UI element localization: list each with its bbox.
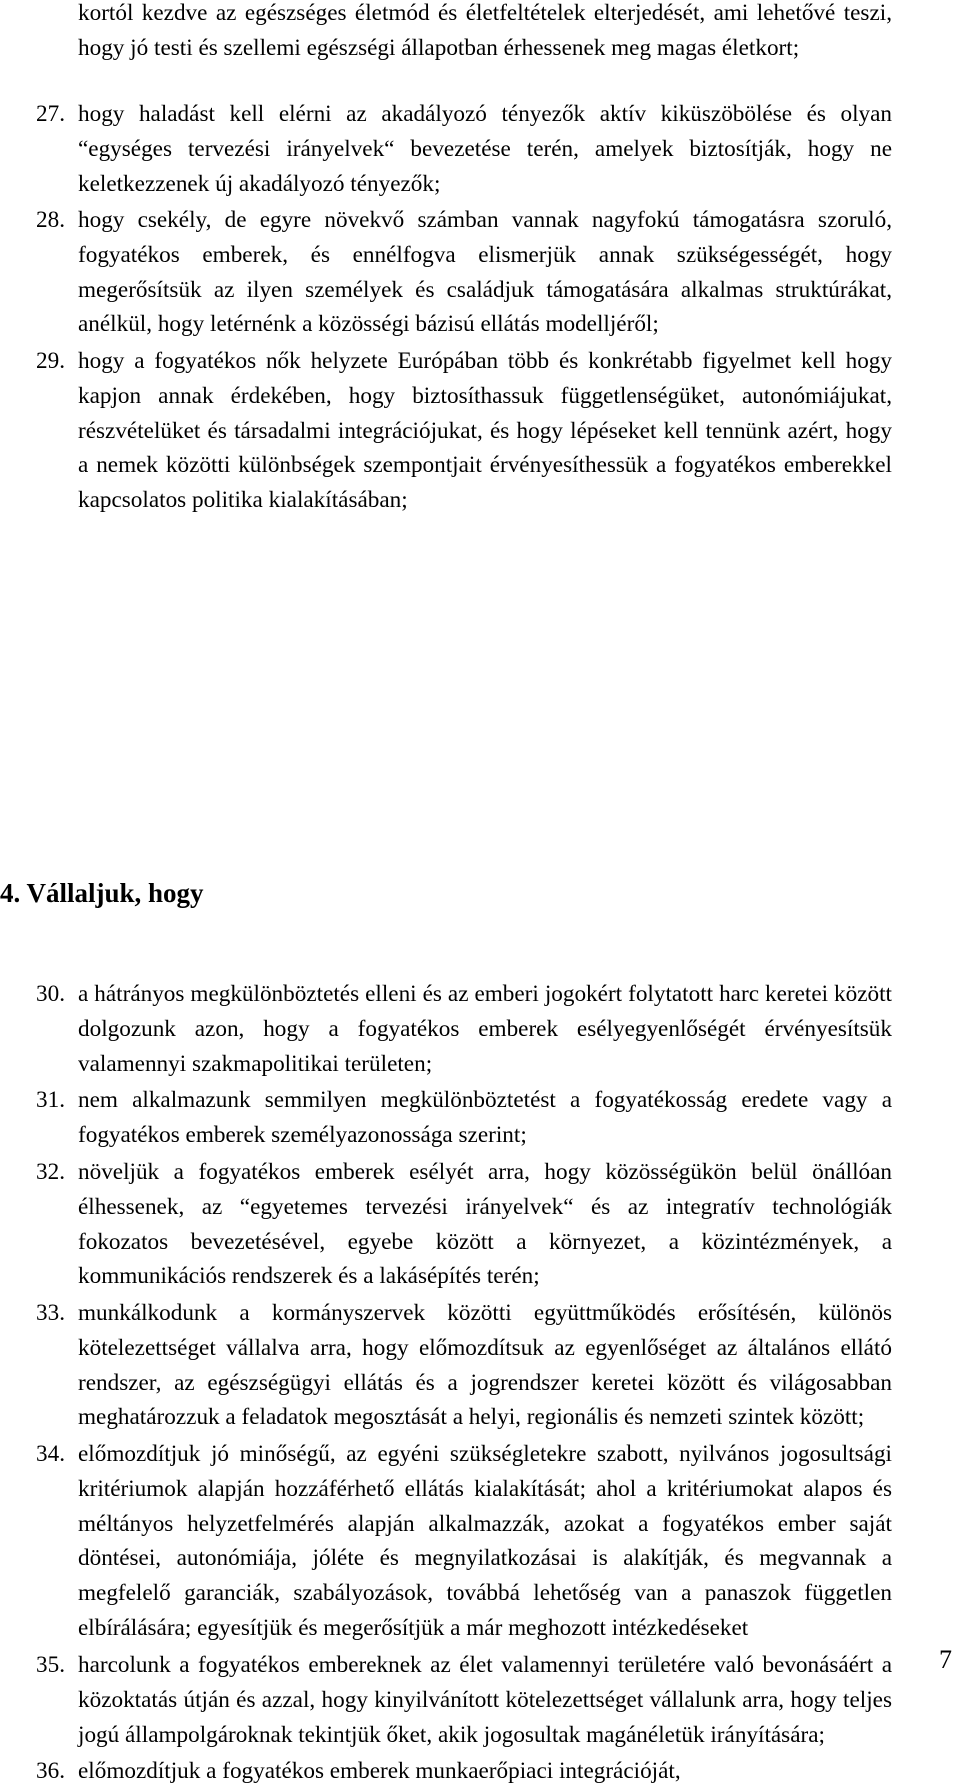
item-number: 34.: [36, 1441, 65, 1467]
list-item: [36, 1083, 892, 1153]
item-text: munkálkodunk a kormányszervek közötti együttműködés erősítésén, különös kötelezettséget vállalva arra, hogy előmozdítsuk az egyenlőséget az általános ellátó rendszer, az egészségügyi ellátás és a jogrendszer keretei között és világosabban meghatározzuk a feladatok megosztását a helyi, regionális és nemzeti szintek között;: [78, 1300, 892, 1431]
item-number: 28.: [36, 207, 65, 233]
item-text: hogy csekély, de egyre növekvő számban vannak nagyfokú támogatásra szoruló, fogyatékos emberek, és ennélfogva elismerjük annak szükségességét, hogy megerősítsük az ilyen személyek és családjuk támogatására alkalmas struktúrákat, anélkül, hogy letérnénk a közösségi bázisú ellátás modelljéről;: [78, 207, 892, 338]
list-item: [36, 97, 892, 201]
item-number: 35.: [36, 1652, 65, 1678]
item-number: 33.: [36, 1300, 65, 1326]
list-item: [36, 1648, 892, 1752]
section-heading: 4. Vállaljuk, hogy: [0, 878, 204, 908]
list-item: [36, 1155, 892, 1294]
item-text: előmozdítjuk a fogyatékos emberek munkaerőpiaci integrációját,: [78, 1758, 681, 1784]
list-item: [36, 344, 892, 518]
item-number: 36.: [36, 1758, 65, 1784]
item-number: 31.: [36, 1087, 65, 1113]
item-number: 27.: [36, 101, 65, 127]
list-item: [36, 1437, 892, 1646]
continuation-paragraph: kortól kezdve az egészséges életmód és életfeltételek elterjedését, ami lehetővé teszi, hogy jó testi és szellemi egészségi állapotban érhessenek meg magas életkort;: [78, 0, 892, 61]
list-item: [36, 203, 892, 342]
list-item: [36, 1296, 892, 1435]
item-number: 32.: [36, 1159, 65, 1185]
list-item: [36, 1754, 892, 1789]
item-text: növeljük a fogyatékos emberek esélyét arra, hogy közösségükön belül önállóan élhessenek, az “egyetemes tervezési irányelvek“ és az integratív technológiák fokozatos bevezetésével, egyebe között a környezet, a közintézmények, a kommunikációs rendszerek és a lakásépítés terén;: [78, 1159, 892, 1290]
item-text: nem alkalmazunk semmilyen megkülönböztetést a fogyatékosság eredete vagy a fogyatékos emberek személyazonossága szerint;: [78, 1087, 892, 1148]
item-number: 29.: [36, 348, 65, 374]
item-text: hogy a fogyatékos nők helyzete Európában több és konkrétabb figyelmet kell hogy kapjon annak érdekében, hogy biztosíthassuk függetlenségüket, autonómiájukat, részvételüket és társadalmi integrációjukat, és hogy lépéseket kell tennünk azért, hogy a nemek közötti különbségek szempontjait érvényesíthessük a fogyatékos emberekkel kapcsolatos politika kialakításában;: [78, 348, 892, 514]
item-text: hogy haladást kell elérni az akadályozó tényezők aktív kiküszöbölése és olyan “egységes tervezési irányelvek“ bevezetése terén, amelyek biztosítják, hogy ne keletkezzenek új akadályozó tényezők;: [78, 101, 892, 197]
item-text: előmozdítjuk jó minőségű, az egyéni szükségletekre szabott, nyilvános jogosultsági kritériumok alapján hozzáférhető ellátás kialakítását; ahol a kritériumokat alapos és méltányos helyzetfelmérés alapján alkalmazzák, azokat a fogyatékos ember saját döntései, autonómiája, jóléte és megnyilatkozásai is alakítják, és megvannak a megfelelő garanciák, szabályozások, továbbá lehetőség van a panaszok független elbírálására; egyesítjük és megerősítjük a már meghozott intézkedéseket: [78, 1441, 892, 1641]
item-text: harcolunk a fogyatékos embereknek az élet valamennyi területére való bevonásáért a közoktatás útján és azzal, hogy kinyilvánított kötelezettséget vállalunk arra, hogy teljes jogú állampolgároknak tekintjük őket, akik jogosultak magánéletük irányítására;: [78, 1652, 892, 1748]
item-text: a hátrányos megkülönböztetés elleni és az emberi jogokért folytatott harc keretei között dolgozunk azon, hogy a fogyatékos emberek esélyegyenlőségét érvényesítsük valamennyi szakmapolitikai területen;: [78, 981, 892, 1077]
page-number: 7: [939, 1645, 952, 1674]
list-item: [36, 977, 892, 1081]
item-number: 30.: [36, 981, 65, 1007]
